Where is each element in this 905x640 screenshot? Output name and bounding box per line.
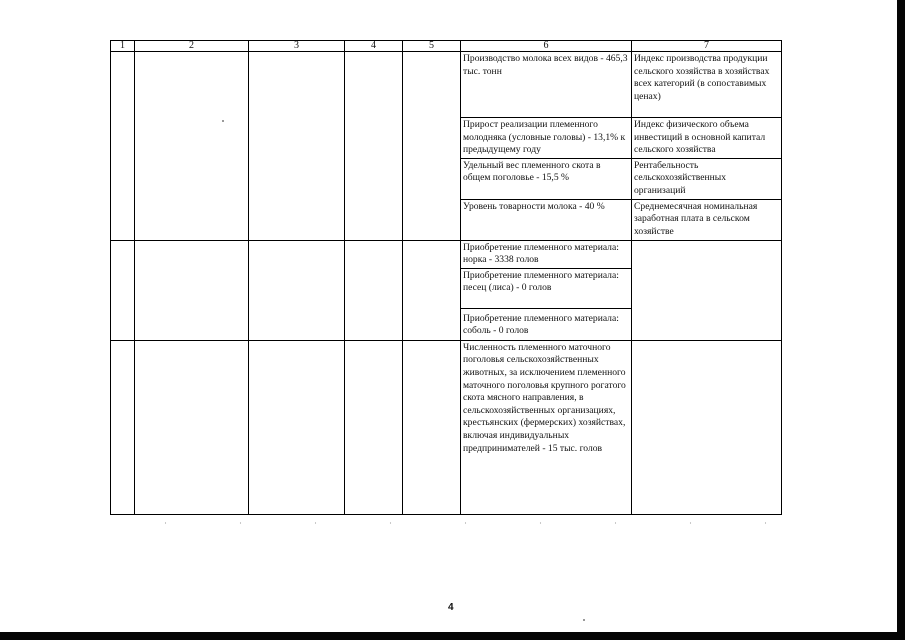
target-indicator-cell: Среднемесячная номинальная заработная плата в сельском хозяйстве — [632, 199, 782, 240]
target-indicator-cell: Рентабельность сельскохозяйственных организаций — [632, 158, 782, 199]
target-indicator-cell: Индекс производства продукции сельского хозяйства в хозяйствах всех категорий (в сопоставимых ценах) — [632, 52, 782, 118]
cell-empty — [403, 340, 461, 514]
header-col-3: 3 — [249, 41, 345, 52]
cell-empty — [345, 340, 403, 514]
cell-empty — [249, 340, 345, 514]
indicator-cell: Удельный вес племенного скота в общем поголовье - 15,5 % — [461, 158, 632, 199]
cell-empty — [111, 52, 135, 241]
header-col-2: 2 — [135, 41, 249, 52]
indicator-cell: Приобретение племенного материала: песец (лиса) - 0 голов — [461, 268, 632, 308]
indicator-cell: Уровень товарности молока - 40 % — [461, 199, 632, 240]
header-col-5: 5 — [403, 41, 461, 52]
header-col-4: 4 — [345, 41, 403, 52]
scan-edge-bottom — [0, 632, 905, 640]
indicator-cell: Производство молока всех видов - 465,3 тыс. тонн — [461, 52, 632, 118]
scan-speck — [222, 120, 224, 122]
cell-empty — [249, 240, 345, 340]
scan-dust — [128, 522, 768, 524]
indicator-cell: Приобретение племенного материала: соболь - 0 голов — [461, 308, 632, 340]
indicator-cell: Приобретение племенного материала: норка - 3338 голов — [461, 240, 632, 268]
page-number: 4 — [448, 602, 454, 613]
header-col-7: 7 — [632, 41, 782, 52]
indicator-cell: Прирост реализации племенного молодняка (условные головы) - 13,1% к предыдущему году — [461, 118, 632, 159]
cell-empty — [135, 240, 249, 340]
cell-empty — [632, 240, 782, 340]
cell-empty — [403, 240, 461, 340]
cell-empty — [135, 52, 249, 241]
header-col-6: 6 — [461, 41, 632, 52]
scan-speck — [583, 619, 585, 621]
cell-empty — [111, 340, 135, 514]
cell-empty — [345, 52, 403, 241]
header-row — [111, 41, 782, 52]
cell-empty — [111, 240, 135, 340]
table-row — [111, 52, 782, 118]
indicator-cell: Численность племенного маточного поголовья сельскохозяйственных животных, за исключением племенного маточного поголовья крупного рогатого скота мясного направления, в сельскохозяйственных организациях, крестьянских (фермерских) хозяйствах, включая индивидуальных предпринимателей - 15 тыс. голов — [461, 340, 632, 514]
header-col-1: 1 — [111, 41, 135, 52]
cell-empty — [632, 340, 782, 514]
cell-empty — [249, 52, 345, 241]
table-row — [111, 240, 782, 268]
cell-empty — [135, 340, 249, 514]
cell-empty — [403, 52, 461, 241]
scan-edge-right — [897, 0, 905, 640]
table-row — [111, 340, 782, 514]
indicators-table — [110, 40, 782, 515]
cell-empty — [345, 240, 403, 340]
target-indicator-cell: Индекс физического объема инвестиций в основной капитал сельского хозяйства — [632, 118, 782, 159]
